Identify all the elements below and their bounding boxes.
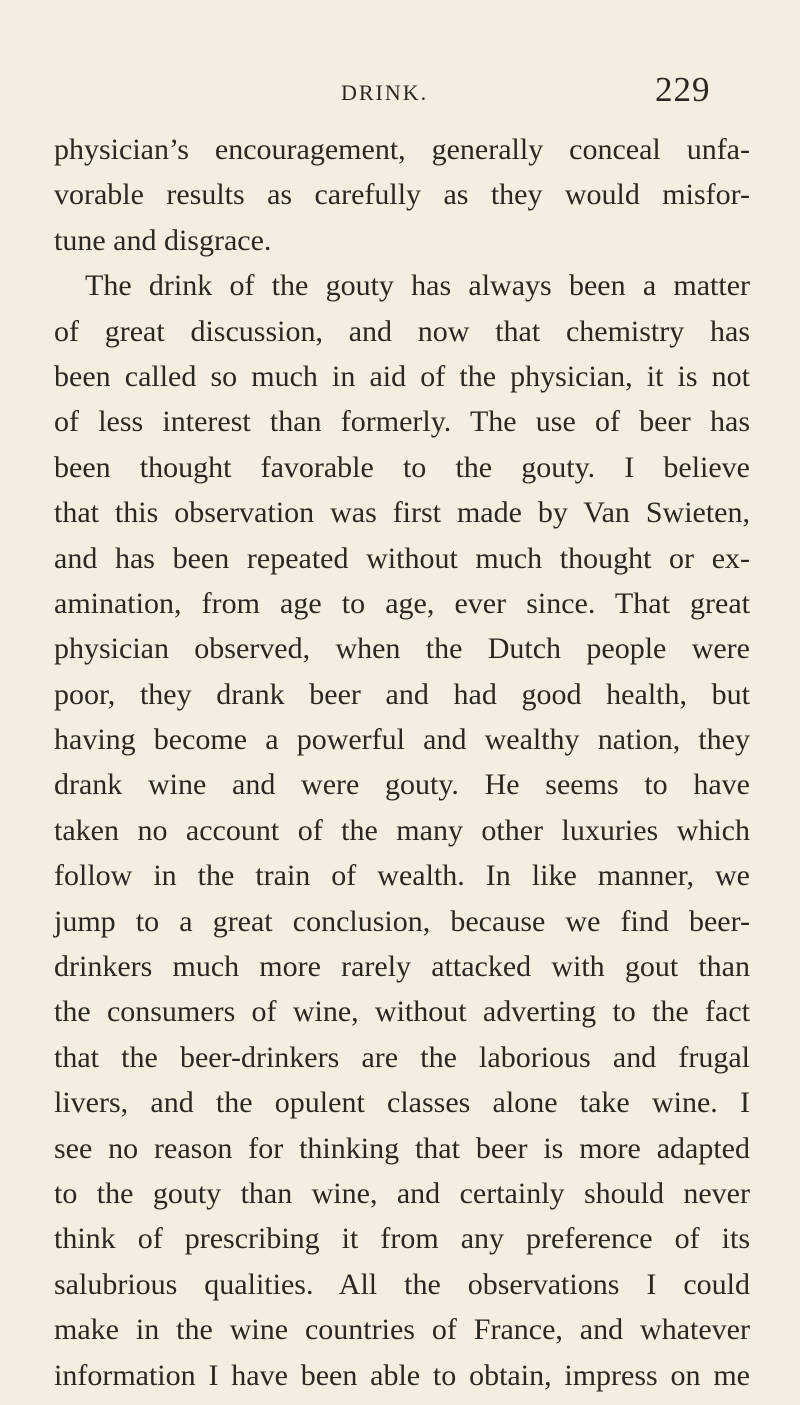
text-line: of great discussion, and now that chemistry has <box>54 314 750 348</box>
text-line: think of prescribing it from any preference of its <box>54 1222 750 1256</box>
text-line: drinkers much more rarely attacked with gout than <box>54 950 750 984</box>
text-line: vorable results as carefully as they would misfor- <box>54 178 750 212</box>
body-text <box>54 127 750 1398</box>
text-line: and has been repeated without much thought or ex- <box>54 541 750 575</box>
text-line: having become a powerful and wealthy nation, they <box>54 723 750 757</box>
text-line: see no reason for thinking that beer is more adapted <box>54 1131 750 1165</box>
text-line: taken no account of the many other luxuries which <box>54 813 750 847</box>
text-line: The drink of the gouty has always been a matter <box>85 269 750 303</box>
text-line: that the beer-drinkers are the laborious and frugal <box>54 1040 750 1074</box>
text-line: amination, from age to age, ever since. That great <box>54 586 750 620</box>
text-line: information I have been able to obtain, impress on me <box>54 1358 750 1392</box>
text-line: been called so much in aid of the physician, it is not <box>54 359 750 393</box>
text-line: of less interest than formerly. The use of beer has <box>54 405 750 439</box>
text-line: been thought favorable to the gouty. I believe <box>54 450 750 484</box>
text-line: salubrious qualities. All the observations I could <box>54 1267 750 1301</box>
text-line: make in the wine countries of France, and whatever <box>54 1313 750 1347</box>
running-title: DRINK. <box>341 80 429 105</box>
text-line: jump to a great conclusion, because we find beer- <box>54 904 750 938</box>
running-head <box>0 70 800 110</box>
text-line: physician observed, when the Dutch people were <box>54 632 750 666</box>
text-line: poor, they drank beer and had good health, but <box>54 677 750 711</box>
text-line: the consumers of wine, without adverting to the fact <box>54 995 750 1029</box>
text-line: to the gouty than wine, and certainly should never <box>54 1176 750 1210</box>
page-number: 229 <box>655 70 711 109</box>
text-line: livers, and the opulent classes alone take wine. I <box>54 1086 750 1120</box>
text-line: that this observation was first made by Van Swieten, <box>54 496 750 530</box>
text-line: physician’s encouragement, generally conceal unfa- <box>54 133 750 166</box>
text-line: follow in the train of wealth. In like manner, we <box>54 859 750 893</box>
text-line: tune and disgrace. <box>54 223 272 257</box>
text-line: drank wine and were gouty. He seems to have <box>54 768 750 802</box>
